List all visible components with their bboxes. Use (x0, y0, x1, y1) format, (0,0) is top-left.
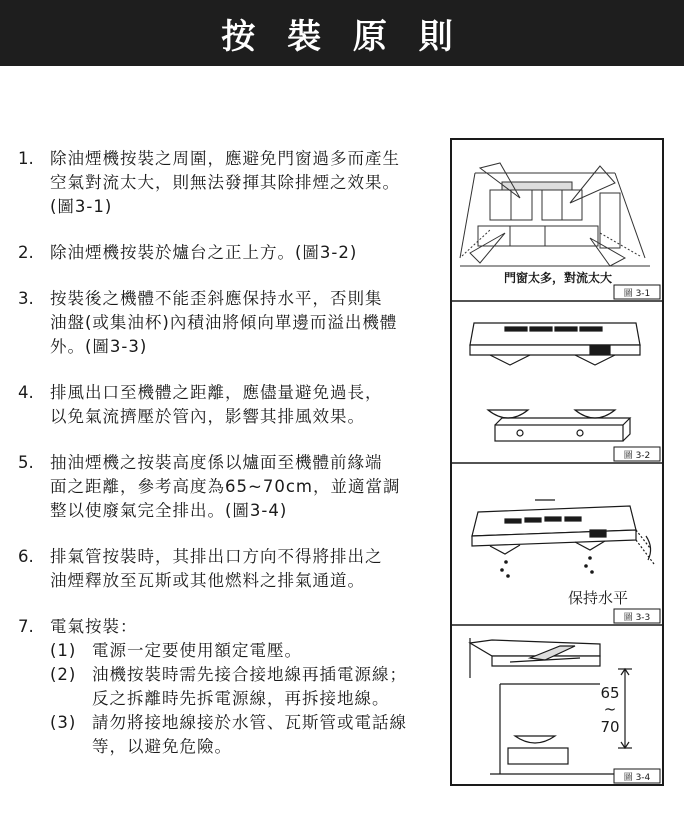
item-text: 抽油煙機之按裝高度係以爐面至機體前緣端 面之距離，參考高度為65~70cm，並適當調 整以使廢氣完全排出。(圖3-4) (50, 453, 401, 520)
instruction-item-5 (18, 451, 438, 523)
figure-frame (451, 139, 663, 785)
installation-instructions (18, 147, 438, 759)
sub-item-number: (2) (50, 665, 77, 684)
sub-item-text: 電源一定要使用額定電壓。 (92, 641, 302, 660)
figure-column (450, 138, 664, 786)
instruction-item-2 (18, 241, 438, 265)
sub-item-2 (50, 663, 438, 711)
figure-3-3-caption: 保持水平 (567, 589, 629, 607)
item-text: 除油煙機按裝之周圍，應避免門窗過多而產生 空氣對流太大，則無法發揮其除排煙之效果。 (圖3-1) (50, 149, 400, 216)
page-header (0, 0, 684, 66)
figure-3-4-height-top: 65 (600, 684, 620, 702)
item-number: 3. (18, 289, 34, 308)
item-number: 5. (18, 453, 34, 472)
item-text: 除油煙機按裝於爐台之正上方。(圖3-2) (50, 243, 358, 262)
page-title: 按 裝 原 則 (221, 16, 463, 57)
sub-item-3 (50, 711, 438, 759)
item-number: 2. (18, 243, 34, 262)
figure-3-4-height-bottom: 70 (600, 718, 620, 736)
sub-item-number: (1) (50, 641, 77, 660)
item-number: 7. (18, 617, 34, 636)
item-text: 按裝後之機體不能歪斜應保持水平，否則集 油盤(或集油杯)內積油將傾向單邊而溢出機體 外。(圖3-3) (50, 289, 398, 356)
instruction-item-1 (18, 147, 438, 219)
instruction-item-3 (18, 287, 438, 359)
item-text: 排風出口至機體之距離，應儘量避免過長， 以免氣流擠壓於管內，影響其排風效果。 (50, 383, 383, 426)
sub-item-text: 油機按裝時需先接合接地線再插電源線； 反之拆離時先拆電源線，再拆接地線。 (92, 665, 407, 708)
instruction-item-6 (18, 545, 438, 593)
figure-3-1-caption: 門窗太多，對流太大 (503, 271, 613, 285)
instruction-item-4 (18, 381, 438, 429)
sub-item-1 (50, 639, 438, 663)
item-number: 6. (18, 547, 34, 566)
sub-item-number: (3) (50, 713, 77, 732)
figure-panels (450, 138, 664, 786)
item-text: 電氣按裝： (50, 617, 138, 636)
figure-3-3-label: 圖 3-3 (623, 613, 651, 623)
sub-item-text: 請勿將接地線接於水管、瓦斯管或電話線 等，以避免危險。 (92, 713, 407, 756)
instruction-item-7 (18, 615, 438, 639)
item-text: 排氣管按裝時，其排出口方向不得將排出之 油煙釋放至瓦斯或其他燃料之排氣通道。 (50, 547, 383, 590)
figure-3-2-label: 圖 3-2 (623, 451, 651, 461)
figure-3-4-label: 圖 3-4 (623, 773, 651, 783)
figure-3-1-label: 圖 3-1 (623, 289, 651, 299)
item-number: 4. (18, 383, 34, 402)
item-number: 1. (18, 149, 34, 168)
figure-3-4-height-separator: ~ (603, 700, 617, 718)
